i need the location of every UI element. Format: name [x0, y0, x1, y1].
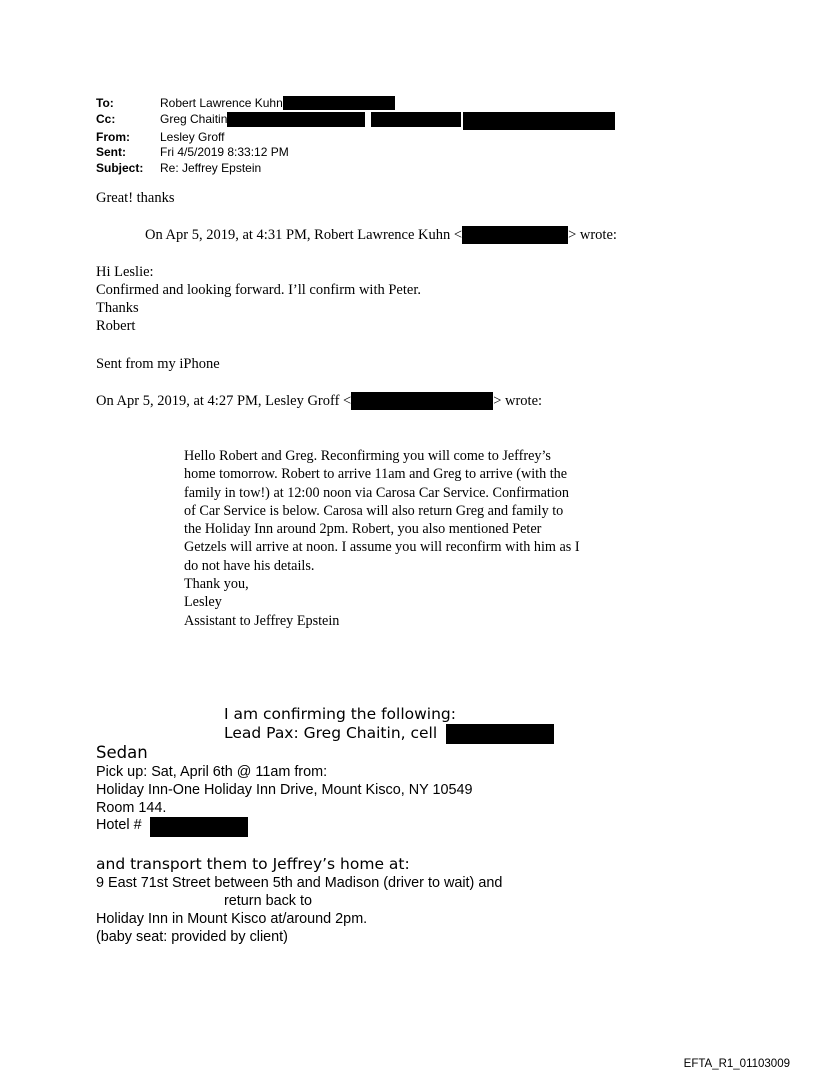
from-label: From:	[96, 129, 130, 144]
subject-label: Subject:	[96, 160, 144, 175]
to-label: To:	[96, 96, 114, 110]
message-line: of Car Service is below. Carosa will also return Greg and family to	[184, 502, 564, 519]
return-line: return back to	[224, 893, 312, 909]
hotel-label: Hotel #	[96, 817, 142, 833]
from-value: Lesley Groff	[160, 129, 225, 144]
lead-pax-text: Lead Pax: Greg Chaitin, cell	[224, 724, 438, 742]
message-line: Confirmed and looking forward. I’ll confirm with Peter.	[96, 282, 421, 298]
cc-row	[96, 112, 615, 130]
redaction-bar	[283, 96, 395, 110]
lesley-message	[184, 447, 580, 630]
message-line: Getzels will arrive at noon. I assume you will reconfirm with him as I	[184, 539, 580, 556]
quote-header-suffix: > wrote:	[568, 227, 617, 243]
message-line: Robert	[96, 318, 136, 334]
sent-row	[96, 145, 615, 161]
redaction-bar	[446, 724, 554, 744]
to-row	[96, 96, 615, 112]
message-line: Assistant to Jeffrey Epstein	[184, 612, 340, 629]
cc-label: Cc:	[96, 111, 116, 126]
message-line: Lesley	[184, 594, 222, 611]
message-line: do not have his details.	[184, 557, 315, 574]
pickup-line: Pick up: Sat, April 6th @ 11am from:	[96, 764, 328, 780]
message-line: Thanks	[96, 300, 139, 316]
message-line: the Holiday Inn around 2pm. Robert, you also mentioned Peter	[184, 521, 542, 538]
pickup-address: Holiday Inn-One Holiday Inn Drive, Mount Kisco, NY 10549	[96, 782, 473, 798]
message-line: family in tow!) at 12:00 noon via Carosa Car Service. Confirmation	[184, 484, 569, 501]
redaction-bar	[463, 112, 615, 130]
sent-value: Fri 4/5/2019 8:33:12 PM	[160, 145, 289, 159]
redaction-bar	[462, 226, 568, 244]
quote-header-robert	[145, 226, 617, 244]
redaction-bar	[227, 112, 365, 127]
subject-row	[96, 161, 615, 177]
message-line: Hello Robert and Greg. Reconfirming you will come to Jeffrey’s	[184, 448, 551, 464]
sent-label: Sent:	[96, 145, 126, 159]
redaction-bar	[351, 392, 493, 410]
quote-header-suffix: > wrote:	[493, 393, 543, 409]
redaction-bar	[150, 817, 248, 837]
lead-pax-line	[224, 724, 554, 744]
reply-text: Great! thanks	[96, 190, 175, 206]
quote-header-prefix: On Apr 5, 2019, at 4:31 PM, Robert Lawrence Kuhn <	[145, 227, 463, 243]
confirmation-intro: I am confirming the following:	[224, 705, 456, 723]
baby-seat-note: (baby seat: provided by client)	[96, 929, 288, 945]
cc-value: Greg Chaitin	[160, 111, 228, 126]
document-id: EFTA_R1_01103009	[683, 1058, 790, 1070]
from-row	[96, 130, 615, 146]
room-number: Room 144.	[96, 800, 167, 816]
hotel-phone-line	[96, 817, 248, 837]
transport-line: and transport them to Jeffrey’s home at:	[96, 855, 410, 873]
subject-value: Re: Jeffrey Epstein	[160, 160, 262, 175]
message-line: home tomorrow. Robert to arrive 11am and Greg to arrive (with the	[184, 466, 568, 483]
email-header	[96, 96, 615, 176]
quote-header-lesley	[96, 392, 542, 410]
redaction-bar	[371, 112, 461, 127]
quote-header-prefix: On Apr 5, 2019, at 4:27 PM, Lesley Groff <	[96, 393, 352, 409]
message-line: Thank you,	[184, 576, 249, 593]
robert-message	[96, 263, 421, 335]
destination-line: 9 East 71st Street between 5th and Madison (driver to wait) and	[96, 875, 503, 891]
return-destination: Holiday Inn in Mount Kisco at/around 2pm.	[96, 911, 368, 927]
sent-from-signature: Sent from my iPhone	[96, 356, 220, 372]
to-value: Robert Lawrence Kuhn	[160, 96, 283, 110]
vehicle-type: Sedan	[96, 743, 148, 762]
message-line: Hi Leslie:	[96, 264, 154, 280]
